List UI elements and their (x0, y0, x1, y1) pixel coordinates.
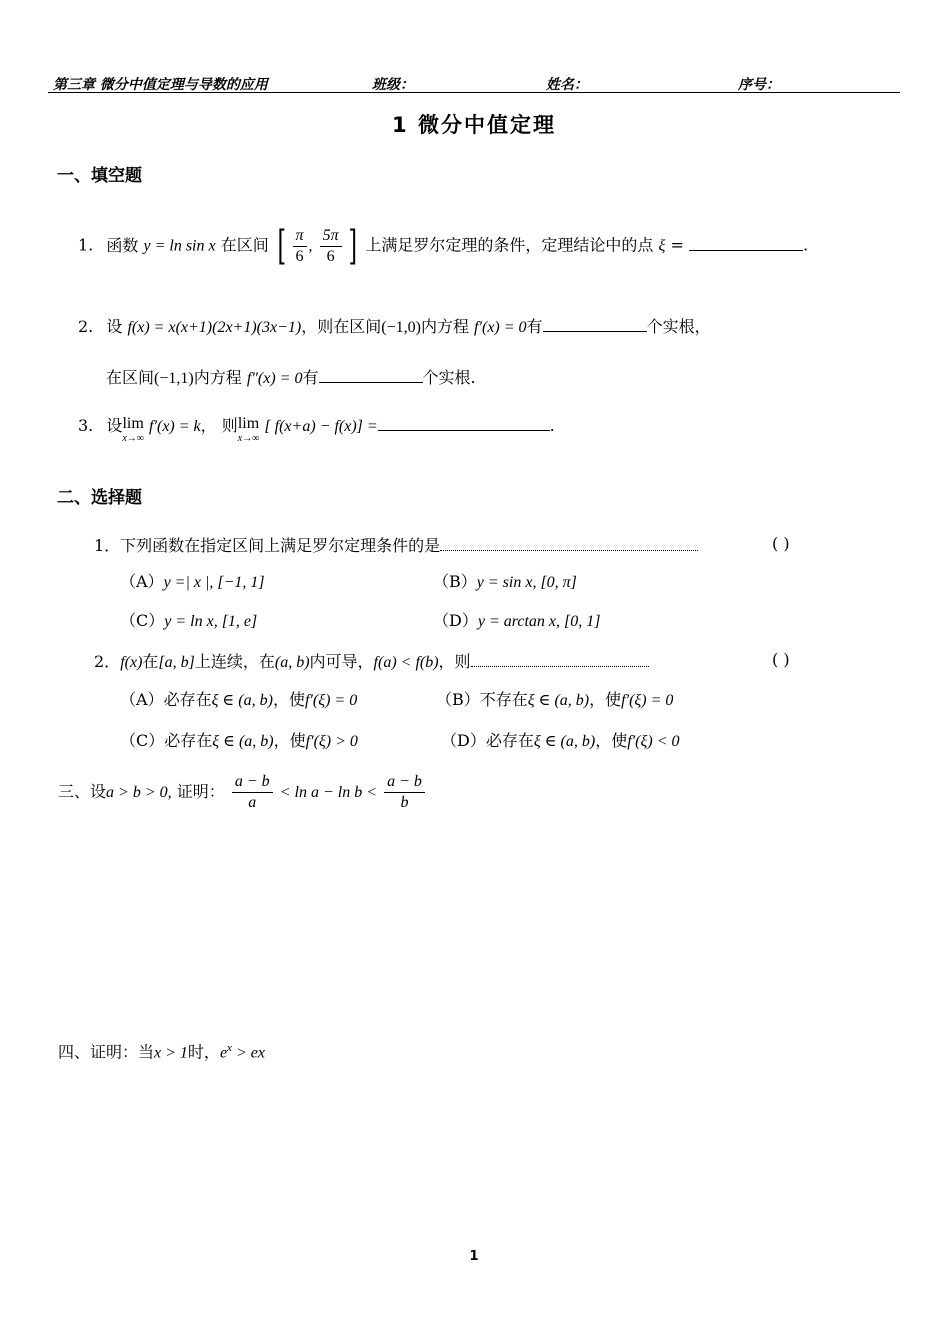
proof-question-3: 三、设a > b > 0, 证明： $\frac{a - b}{a}$ < ln a − ln b < $\frac{a - b}{b}$ (58, 774, 427, 811)
option-a[interactable]: （A）必存在ξ ∈ (a, b)，使f′(ξ) = 0 (120, 690, 358, 709)
question-text: 个实根. (422, 368, 476, 387)
right-bracket: ] (348, 223, 357, 269)
option-d[interactable]: （D）必存在ξ ∈ (a, b)，使f′(ξ) < 0 (441, 731, 680, 750)
answer-parenthesis[interactable]: ( ) (772, 650, 790, 669)
fraction-a-minus-b-over-b: $\frac{a - b}{b}$ (384, 774, 425, 811)
option-b[interactable]: （B）y = sin x, [0, π] (433, 572, 577, 591)
option-d[interactable]: （D）y = arctan x, [0, 1] (433, 611, 601, 630)
choice-question-2: 2．f(x)在[a, b]上连续，在(a, b)内可导，f(a) < f(b)，则 (94, 652, 649, 671)
answer-parenthesis[interactable]: ( ) (772, 534, 790, 553)
question-text: 1．下列函数在指定区间上满足罗尔定理条件的是 (94, 536, 441, 555)
math-condition: a > b > 0, (106, 784, 172, 801)
limit-operator: lim x→∞ (237, 415, 260, 444)
fraction-5pi-over-6: $\frac{5\pi}{6}$ (320, 228, 342, 265)
question-text: 个实根， (646, 317, 711, 336)
option-a-text: y =| x |, [−1, 1] (163, 574, 265, 591)
question-text: 有 (302, 368, 319, 387)
question-text: ， 则 (200, 416, 238, 435)
question-number: 1. (78, 235, 94, 255)
option-c-text: y = ln x, [1, e] (164, 613, 258, 630)
comma: , (308, 237, 313, 255)
question-text: 有 (526, 317, 543, 336)
math-equation: f′(x) = k (149, 418, 201, 435)
math-equation: f″(x) = 0 (246, 370, 303, 387)
answer-blank[interactable] (689, 236, 803, 251)
equals-sign: = (670, 235, 684, 255)
fraction-a-minus-b-over-a: $\frac{a - b}{a}$ (232, 774, 273, 811)
class-label: 班级： (372, 77, 414, 93)
option-b-text: y = sin x, [0, π] (476, 574, 577, 591)
question-text: 函数 (106, 235, 139, 255)
math-interval: (−1,1) (154, 370, 194, 387)
fill-question-2-line-2 (106, 368, 476, 387)
math-inequality: < ln a − ln b < (279, 784, 377, 801)
choice-question-1 (94, 536, 698, 554)
question-text: 设 (106, 416, 123, 435)
option-c[interactable]: （C）必存在ξ ∈ (a, b)，使f′(ξ) > 0 (120, 731, 358, 750)
question-text: ，则在区间 (301, 317, 382, 336)
math-expression: y = ln sin x (143, 237, 216, 255)
math-interval: (−1,0) (381, 319, 421, 336)
header-rule (48, 92, 900, 93)
math-equation: [ f(x+a) − f(x)] = (264, 418, 378, 435)
answer-blank[interactable] (319, 368, 423, 383)
math-equation: f′(x) = 0 (474, 319, 527, 336)
chapter-title: 第三章 微分中值定理与导数的应用 (53, 77, 268, 93)
left-bracket: [ (277, 223, 286, 269)
option-b[interactable]: （B）不存在ξ ∈ (a, b)，使f′(ξ) = 0 (436, 690, 674, 709)
limit-operator: lim x→∞ (122, 415, 144, 444)
question-number: 2． (94, 652, 121, 671)
question-text: 内方程 (193, 368, 242, 387)
question-text: 内方程 (420, 317, 469, 336)
fill-question-2-line-1 (78, 317, 711, 336)
fraction-pi-over-6: $\frac{\pi}{6}$ (293, 228, 307, 265)
option-c[interactable]: （C）y = ln x, [1, e] (120, 611, 258, 630)
number-label: 序号： (738, 77, 780, 93)
option-a[interactable]: （A）y =| x |, [−1, 1] (120, 572, 265, 591)
name-label: 姓名： (546, 77, 588, 93)
option-d-text: y = arctan x, [0, 1] (477, 613, 601, 630)
page-title: 1 微分中值定理 (392, 113, 556, 137)
page-number: 1 (469, 1249, 479, 1264)
proof-question-4: 四、证明：当x > 1时，$e^x$ > ex (58, 1042, 265, 1062)
math-condition: x > 1 (154, 1044, 188, 1062)
section-choice-heading: 二、选择题 (57, 488, 142, 508)
question-number: 2. (78, 317, 94, 336)
question-text: 在区间 (220, 235, 269, 255)
question-text: 设 (106, 317, 123, 336)
dotted-leader (440, 536, 698, 551)
question-text: 在区间 (106, 368, 155, 387)
answer-blank[interactable] (543, 317, 647, 332)
math-expression: f(x) = x(x+1)(2x+1)(3x−1) (127, 319, 302, 336)
fill-question-3: 3. 设lim x→∞ f′(x) = k， 则lim x→∞ [ f(x+a) − f(x)] = . (78, 415, 555, 444)
xi-symbol: ξ (658, 237, 666, 255)
fill-question-1: 1. 函数 y = ln sin x 在区间 [ $\frac{\pi}{6}$ , $\frac{5\pi}{6}$ ] 上满足罗尔定理的条件，定理结论中的点 ξ = . (78, 223, 809, 269)
dotted-leader (471, 652, 649, 667)
section-fill-in-heading: 一、填空题 (57, 166, 142, 186)
question-number: 3. (78, 416, 94, 435)
question-text: 上满足罗尔定理的条件，定理结论中的点 (365, 235, 654, 255)
answer-blank[interactable] (378, 416, 550, 431)
math-inequality: e (219, 1044, 228, 1062)
